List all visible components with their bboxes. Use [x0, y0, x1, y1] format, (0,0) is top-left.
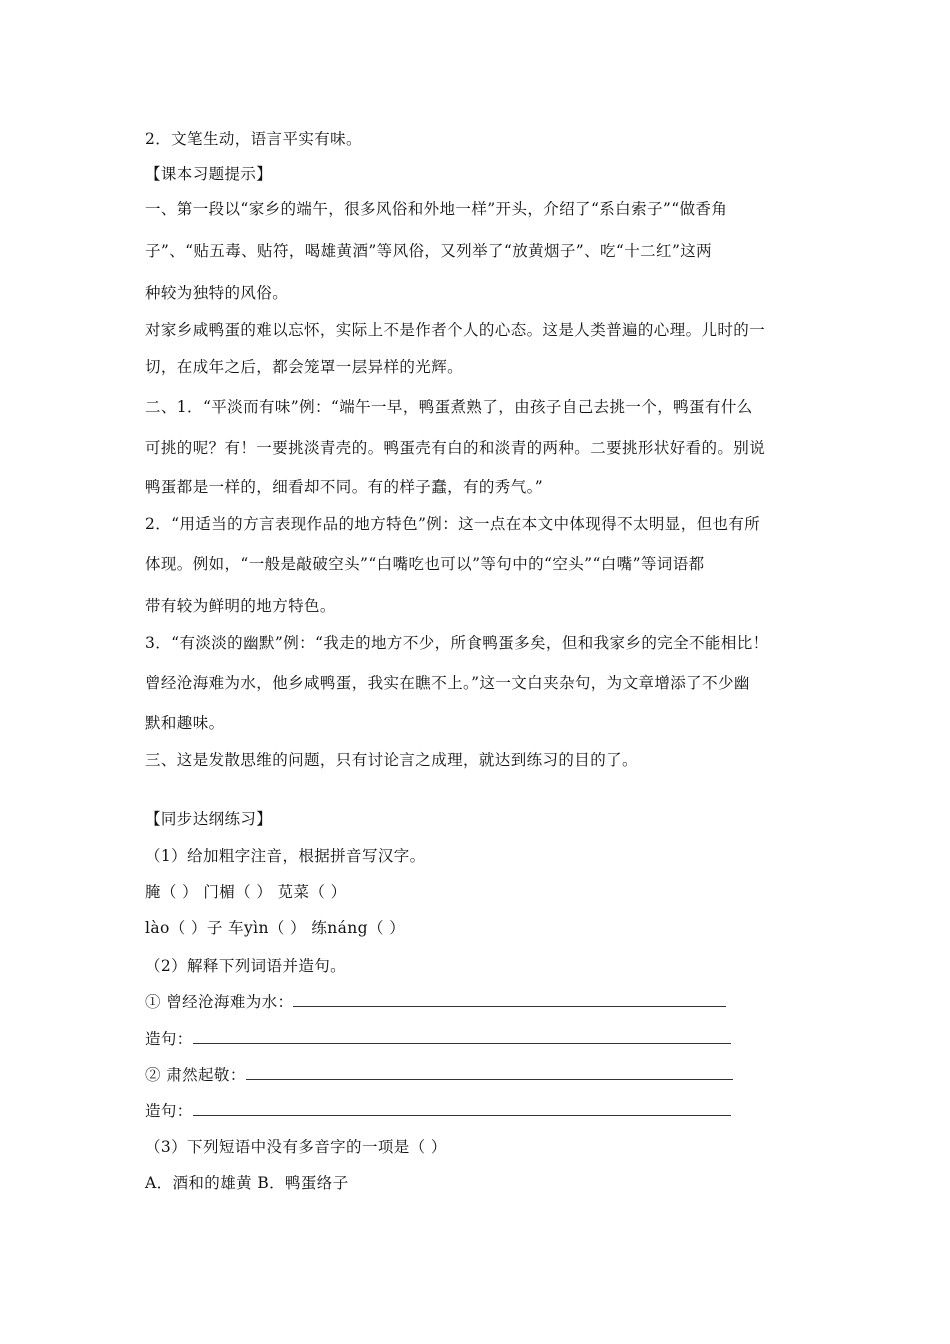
text-line: 曾经沧海难为水，他乡咸鸭蛋，我实在瞧不上。”这一文白夹杂句，为文章增添了不少幽 — [145, 674, 750, 692]
answer-line — [145, 991, 726, 1013]
text-line: 一、第一段以“家乡的端午，很多风俗和外地一样”开头，介绍了“系白索子”“做香角 — [145, 200, 728, 218]
question-line: （2）解释下列词语并造句。 — [145, 957, 347, 975]
question-line: lào（ ）子 车yìn（ ） 练náng（ ） — [145, 919, 406, 937]
answer-prompt: 造句： — [145, 1102, 193, 1120]
question-line: 腌（ ） 门楣（ ） 苋菜（ ） — [145, 883, 347, 901]
answer-line — [145, 1100, 731, 1122]
section-heading: 【课本习题提示】 — [145, 165, 273, 183]
question-line: （3）下列短语中没有多音字的一项是（ ） — [145, 1138, 447, 1156]
answer-prompt: ① 曾经沧海难为水： — [145, 993, 294, 1011]
answer-blank[interactable] — [193, 1029, 731, 1044]
section-heading: 【同步达纲练习】 — [145, 810, 273, 828]
text-line: 2．“用适当的方言表现作品的地方特色”例：这一点在本文中体现得不太明显，但也有所 — [145, 515, 761, 533]
text-line: 切，在成年之后，都会笼罩一层异样的光辉。 — [145, 358, 464, 376]
text-line: 对家乡咸鸭蛋的难以忘怀，实际上不是作者个人的心态。这是人类普遍的心理。儿时的一 — [145, 321, 766, 339]
text-line: 体现。例如，“一般是敲破空头”“白嘴吃也可以”等句中的“空头”“白嘴”等词语都 — [145, 555, 705, 573]
text-line: 种较为独特的风俗。 — [145, 284, 289, 302]
text-line: 带有较为鲜明的地方特色。 — [145, 597, 336, 615]
answer-prompt: ② 肃然起敬： — [145, 1066, 246, 1084]
text-line: 二、1．“平淡而有味”例：“端午一早，鸭蛋煮熟了，由孩子自己去挑一个，鸭蛋有什么 — [145, 398, 753, 416]
text-line: 默和趣味。 — [145, 714, 225, 732]
text-line: 3．“有淡淡的幽默”例：“我走的地方不少，所食鸭蛋多矣，但和我家乡的完全不能相比！ — [145, 634, 769, 652]
text-line: 子”、“贴五毒、贴符，喝雄黄酒”等风俗，又列举了“放黄烟子”、吃“十二红”这两 — [145, 242, 713, 260]
answer-prompt: 造句： — [145, 1030, 193, 1048]
text-line: 2．文笔生动，语言平实有味。 — [145, 130, 362, 148]
answer-blank[interactable] — [246, 1065, 733, 1080]
answer-line — [145, 1064, 733, 1086]
text-line: 可挑的呢？有！一要挑淡青壳的。鸭蛋壳有白的和淡青的两种。二要挑形状好看的。别说 — [145, 439, 766, 457]
answer-blank[interactable] — [193, 1101, 731, 1116]
question-line: A．酒和的雄黄 B．鸭蛋络子 — [145, 1174, 349, 1192]
answer-line — [145, 1028, 731, 1050]
text-line: 鸭蛋都是一样的，细看却不同。有的样子蠢，有的秀气。” — [145, 478, 544, 496]
answer-blank[interactable] — [293, 992, 726, 1007]
question-line: （1）给加粗字注音，根据拼音写汉字。 — [145, 847, 426, 865]
text-line: 三、这是发散思维的问题，只有讨论言之成理，就达到练习的目的了。 — [145, 751, 638, 769]
